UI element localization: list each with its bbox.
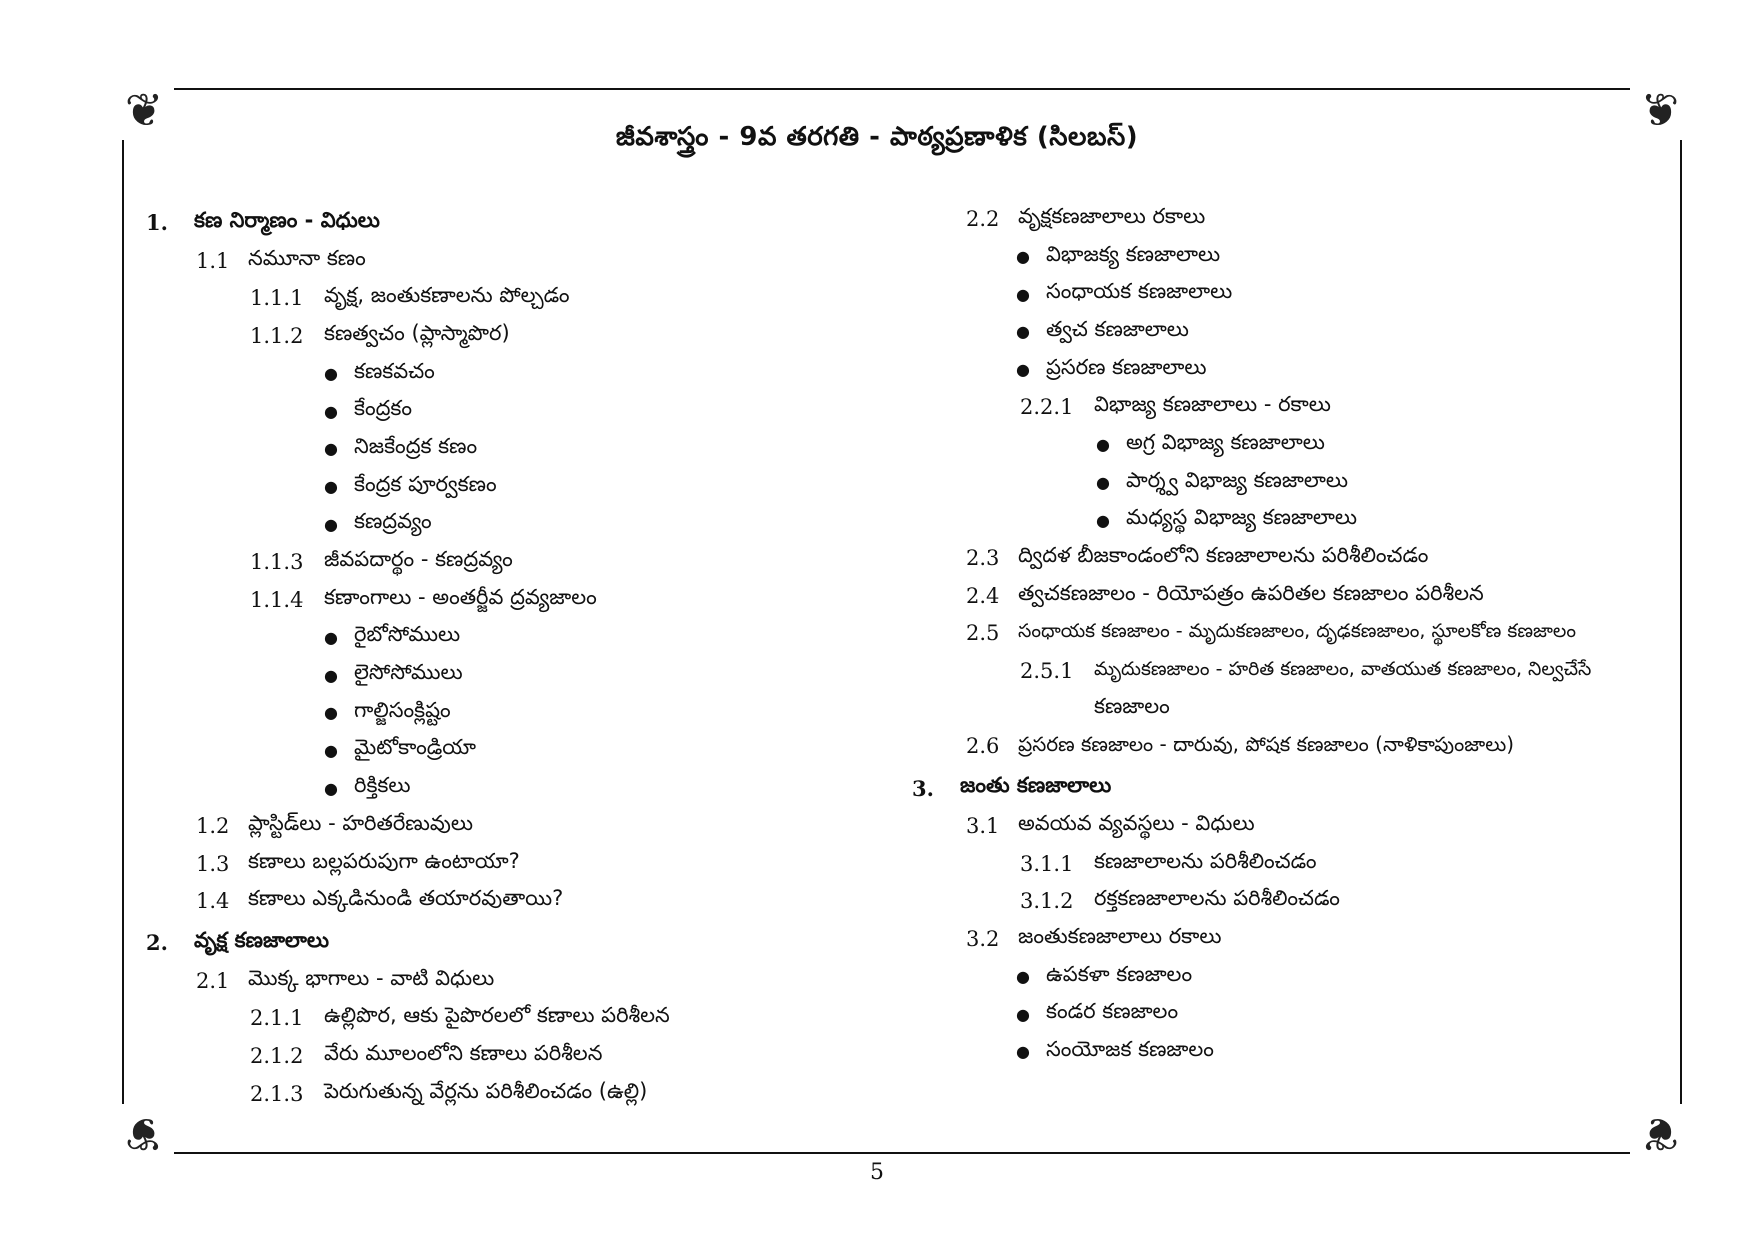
bullet-text: ప్రసరణ కణజాలాలు xyxy=(1046,354,1207,379)
section-heading xyxy=(912,769,1652,807)
bullet-icon: ● xyxy=(324,703,338,723)
bullet-icon: ● xyxy=(324,439,338,459)
bullet-item xyxy=(912,464,1652,502)
item-text: జంతుకణజాలాలు రకాలు xyxy=(1018,923,1222,948)
bullet-icon: ● xyxy=(1016,247,1030,267)
item-text: పెరుగుతున్న వేర్లను పరిశీలించడం (ఉల్లి) xyxy=(324,1078,648,1103)
item-number: 2.1.1 xyxy=(250,1006,304,1031)
bullet-item xyxy=(146,619,906,657)
ornament-corner-icon: ❦ xyxy=(114,1104,174,1164)
item-number: 1.1.1 xyxy=(250,286,304,311)
item-number: 2.1.3 xyxy=(250,1081,304,1106)
bullet-icon: ● xyxy=(324,514,338,534)
section-title: వృక్ష కణజాలాలు xyxy=(194,927,330,952)
item-number: 2.1.2 xyxy=(250,1043,304,1068)
bullet-text: సంయోజక కణజాలం xyxy=(1046,1036,1214,1061)
bullet-item xyxy=(912,1033,1652,1071)
bullet-item xyxy=(146,732,906,770)
ornament-corner-icon: ❦ xyxy=(114,80,174,140)
item-number: 2.1 xyxy=(196,968,230,993)
bullet-icon: ● xyxy=(324,477,338,497)
item-text: ప్లాస్టిడ్‌లు - హరితరేణువులు xyxy=(248,810,474,835)
item-number: 1.1.2 xyxy=(250,323,304,348)
bullet-text: విభాజక్య కణజాలాలు xyxy=(1046,241,1221,266)
item-text: వృక్షకణజాలాలు రకాలు xyxy=(1018,203,1206,228)
bullet-text: గాల్జిసంక్లిష్టం xyxy=(354,697,451,722)
bullet-icon: ● xyxy=(1016,967,1030,987)
bullet-text: రిక్తికలు xyxy=(354,773,411,798)
item-text: కణాలు బల్లపరుపుగా ఉంటాయా? xyxy=(248,848,520,873)
syllabus-item xyxy=(146,242,906,280)
section-number: 3. xyxy=(912,775,934,801)
bullet-text: త్వచ కణజాలాలు xyxy=(1046,316,1189,341)
item-number: 1.4 xyxy=(196,889,230,914)
bullet-item xyxy=(912,275,1652,313)
item-text: అవయవ వ్యవస్థలు - విధులు xyxy=(1018,810,1255,835)
page-number: 5 xyxy=(870,1160,884,1185)
syllabus-subitem-continuation xyxy=(912,690,1652,728)
syllabus-subitem xyxy=(912,882,1652,920)
syllabus-subitem xyxy=(912,652,1652,690)
syllabus-item xyxy=(146,807,906,845)
item-number: 1.1.4 xyxy=(250,587,304,612)
bullet-item xyxy=(912,958,1652,996)
bullet-icon: ● xyxy=(324,364,338,384)
bullet-text: లైసోసోములు xyxy=(354,660,463,685)
item-text: ఉల్లిపొర, ఆకు పైపొరలలో కణాలు పరిశీలన xyxy=(324,1003,670,1028)
syllabus-right-column xyxy=(912,200,1652,1071)
bullet-item xyxy=(912,995,1652,1033)
syllabus-item xyxy=(146,962,906,1000)
section-title: కణ నిర్మాణం - విధులు xyxy=(194,207,380,232)
bullet-text: కణద్రవ్యం xyxy=(354,509,432,534)
section-heading xyxy=(146,204,906,242)
item-text: వేరు మూలంలోని కణాలు పరిశీలన xyxy=(324,1040,603,1065)
syllabus-subitem xyxy=(912,845,1652,883)
item-text: విభాజ్య కణజాలాలు - రకాలు xyxy=(1094,392,1331,417)
bullet-item xyxy=(912,426,1652,464)
item-text: కణజాలం xyxy=(1094,693,1170,718)
item-text: ద్విదళ బీజకాండంలోని కణజాలాలను పరిశీలించడం xyxy=(1018,543,1429,568)
syllabus-subitem xyxy=(146,1037,906,1075)
bullet-icon: ● xyxy=(1016,284,1030,304)
bullet-icon: ● xyxy=(324,665,338,685)
bullet-item xyxy=(146,769,906,807)
ornament-corner-icon: ❦ xyxy=(1630,80,1690,140)
syllabus-item xyxy=(912,615,1652,653)
bullet-icon: ● xyxy=(1016,360,1030,380)
bullet-icon: ● xyxy=(324,401,338,421)
bullet-icon: ● xyxy=(324,778,338,798)
syllabus-subitem xyxy=(912,388,1652,426)
bullet-text: కేంద్రకం xyxy=(354,396,413,421)
syllabus-left-column xyxy=(146,200,906,1113)
bullet-icon: ● xyxy=(1096,473,1110,493)
bullet-icon: ● xyxy=(1016,322,1030,342)
syllabus-subitem xyxy=(146,543,906,581)
syllabus-item xyxy=(912,728,1652,766)
syllabus-subitem xyxy=(146,1075,906,1113)
syllabus-item xyxy=(146,845,906,883)
section-heading xyxy=(146,924,906,962)
ornament-corner-icon: ❦ xyxy=(1630,1104,1690,1164)
bullet-item xyxy=(912,313,1652,351)
item-text: కణాంగాలు - అంతర్జీవ ద్రవ్యజాలం xyxy=(324,584,597,609)
bullet-item xyxy=(146,468,906,506)
bullet-icon: ● xyxy=(1096,510,1110,530)
bullet-item xyxy=(912,502,1652,540)
bullet-item xyxy=(912,351,1652,389)
item-number: 2.5 xyxy=(966,621,1000,646)
item-text: కణత్వచం (ప్లాస్మాపొర) xyxy=(324,320,510,345)
item-number: 1.1.3 xyxy=(250,550,304,575)
item-number: 2.2 xyxy=(966,206,1000,231)
item-number: 1.3 xyxy=(196,851,230,876)
bullet-text: పార్శ్వ విభాజ్య కణజాలాలు xyxy=(1126,467,1349,492)
bullet-text: రైబోసోములు xyxy=(354,622,461,647)
section-title: జంతు కణజాలాలు xyxy=(960,773,1112,798)
section-number: 1. xyxy=(146,210,168,236)
bullet-text: ఉపకళా కణజాలం xyxy=(1046,961,1193,986)
item-number: 3.1.1 xyxy=(1020,851,1074,876)
item-text: ప్రసరణ కణజాలం - దారువు, పోషక కణజాలం (నాళికాపుంజాలు) xyxy=(1018,731,1515,756)
syllabus-item xyxy=(912,539,1652,577)
item-number: 2.2.1 xyxy=(1020,395,1074,420)
item-number: 3.1.2 xyxy=(1020,889,1074,914)
item-number: 2.6 xyxy=(966,734,1000,759)
syllabus-item xyxy=(912,920,1652,958)
syllabus-item xyxy=(146,882,906,920)
syllabus-subitem xyxy=(146,279,906,317)
item-text: త్వచకణజాలం - రియోపత్రం ఉపరితల కణజాలం పరిశీలన xyxy=(1018,580,1484,605)
item-number: 3.1 xyxy=(966,813,1000,838)
section-number: 2. xyxy=(146,930,168,956)
syllabus-subitem xyxy=(146,581,906,619)
bullet-text: నిజకేంద్రక కణం xyxy=(354,433,478,458)
item-number: 1.1 xyxy=(196,248,230,273)
item-number: 1.2 xyxy=(196,813,230,838)
item-text: కణజాలాలను పరిశీలించడం xyxy=(1094,848,1317,873)
item-text: నమూనా కణం xyxy=(248,245,366,270)
bullet-text: మైటోకాండ్రియా xyxy=(354,735,477,760)
item-text: జీవపదార్థం - కణద్రవ్యం xyxy=(324,547,513,572)
page-title: జీవశాస్త్రం - 9వ తరగతి - పాఠ్యప్రణాళిక (సిలబస్) xyxy=(615,122,1139,152)
bullet-text: సంధాయక కణజాలాలు xyxy=(1046,279,1233,304)
syllabus-item xyxy=(912,807,1652,845)
bullet-item xyxy=(146,392,906,430)
bullet-text: కణకవచం xyxy=(354,358,435,383)
item-number: 3.2 xyxy=(966,926,1000,951)
bullet-item xyxy=(146,506,906,544)
item-text: మొక్క భాగాలు - వాటి విధులు xyxy=(248,965,495,990)
syllabus-item xyxy=(912,577,1652,615)
item-number: 2.3 xyxy=(966,546,1000,571)
bullet-item xyxy=(146,694,906,732)
bullet-icon: ● xyxy=(324,740,338,760)
item-text: కణాలు ఎక్కడినుండి తయారవుతాయి? xyxy=(248,886,564,911)
bullet-text: అగ్ర విభాజ్య కణజాలాలు xyxy=(1126,429,1325,454)
bullet-icon: ● xyxy=(1016,1042,1030,1062)
item-text: వృక్ష, జంతుకణాలను పోల్చడం xyxy=(324,283,570,308)
item-text: రక్తకణజాలాలను పరిశీలించడం xyxy=(1094,886,1340,911)
item-number: 2.5.1 xyxy=(1020,659,1074,684)
bullet-icon: ● xyxy=(324,627,338,647)
syllabus-item xyxy=(912,200,1652,238)
bullet-icon: ● xyxy=(1016,1004,1030,1024)
bullet-item xyxy=(912,238,1652,276)
bullet-text: కండర కణజాలం xyxy=(1046,999,1179,1024)
bullet-item xyxy=(146,430,906,468)
syllabus-subitem xyxy=(146,999,906,1037)
bullet-item xyxy=(146,656,906,694)
bullet-text: మధ్యస్థ విభాజ్య కణజాలాలు xyxy=(1126,505,1358,530)
bullet-icon: ● xyxy=(1096,435,1110,455)
item-text: మృదుకణజాలం - హరిత కణజాలం, వాతయుత కణజాలం, నిల్వచేసే xyxy=(1094,657,1592,680)
syllabus-subitem xyxy=(146,317,906,355)
bullet-item xyxy=(146,355,906,393)
bullet-text: కేంద్రక పూర్వకణం xyxy=(354,471,497,496)
item-number: 2.4 xyxy=(966,583,1000,608)
item-text: సంధాయక కణజాలం - మృదుకణజాలం, దృఢకణజాలం, స్థూలకోణ కణజాలం xyxy=(1018,619,1576,642)
